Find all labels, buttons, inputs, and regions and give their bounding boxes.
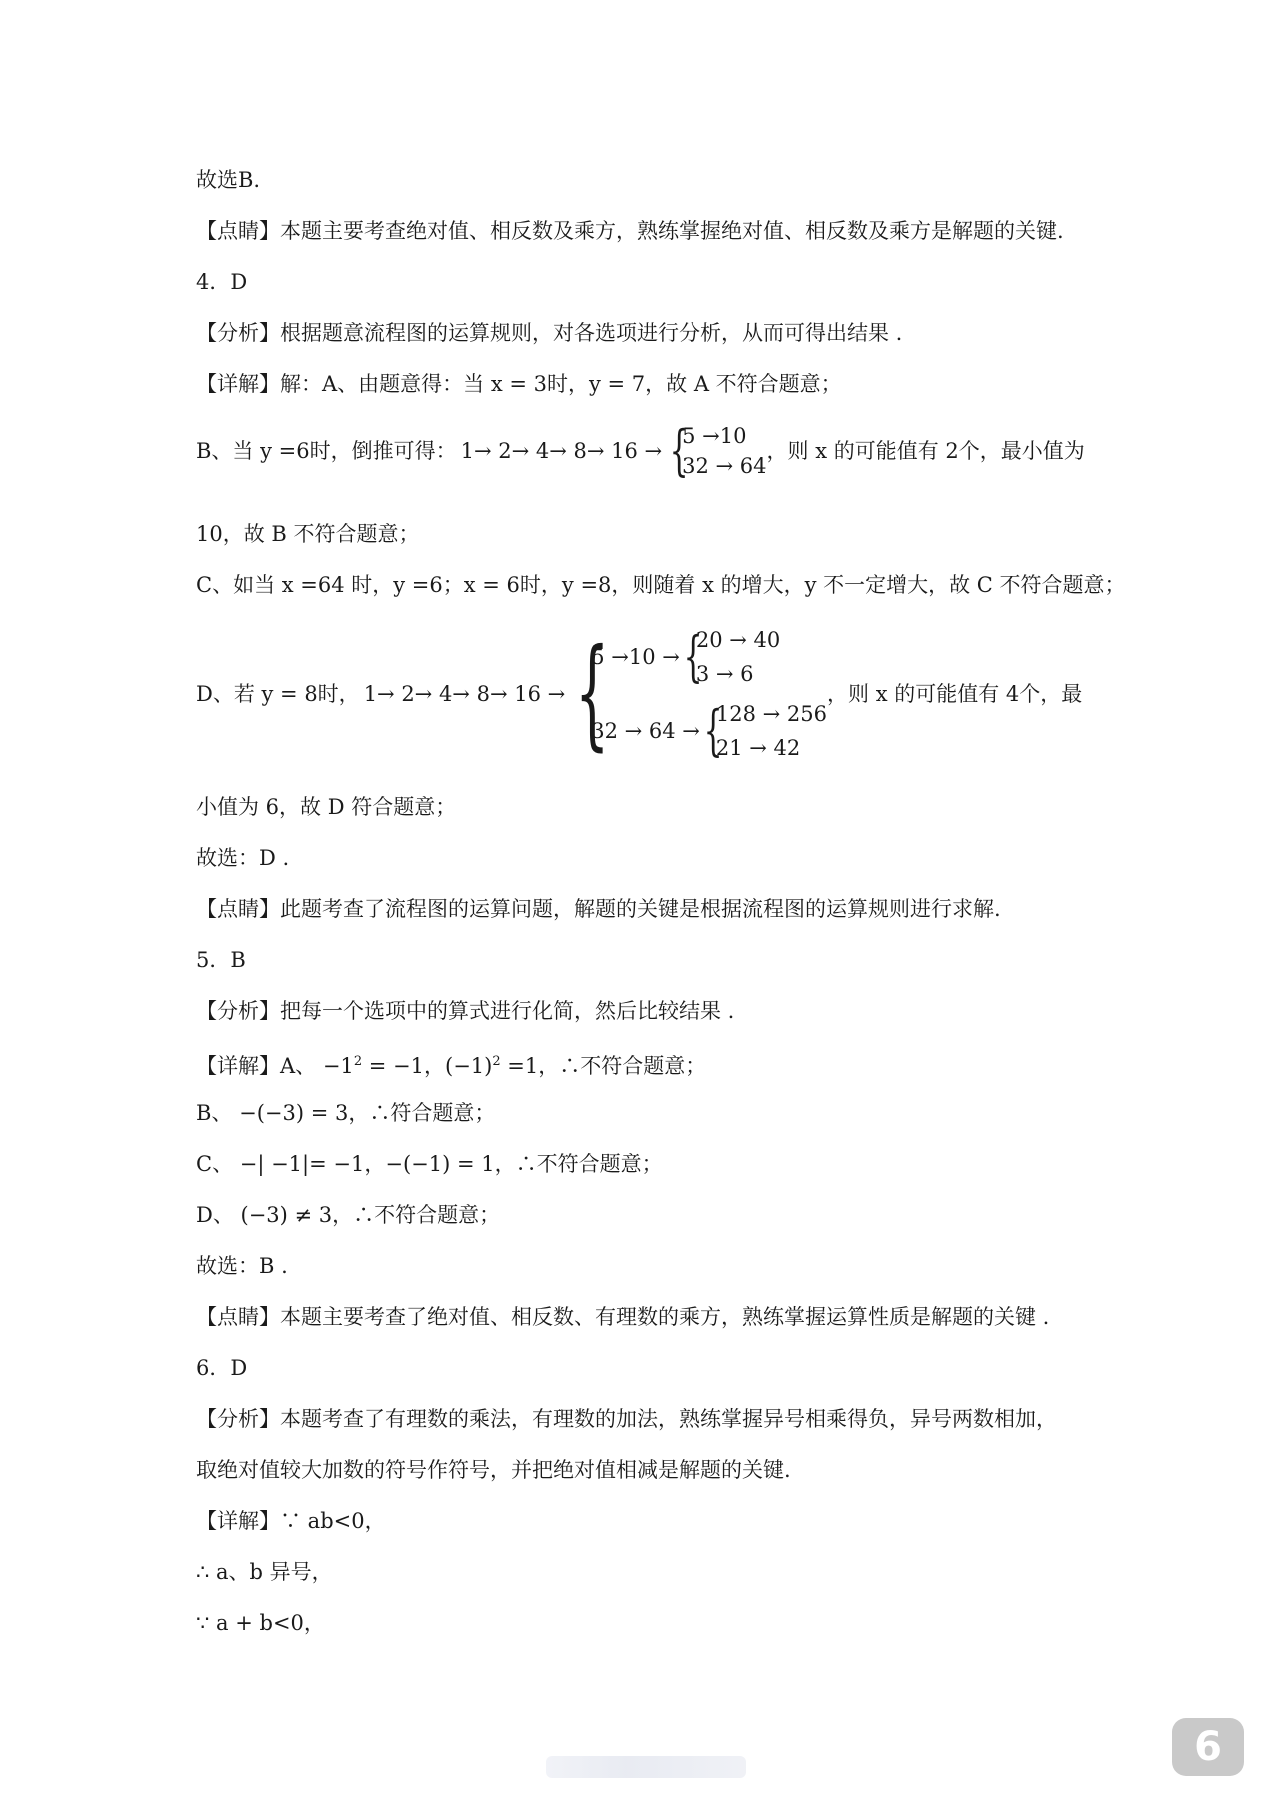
- option-b-chain: 1→ 2→ 4→ 8→ 16 →: [460, 439, 663, 463]
- detail-line: 【详解】∵ ab<0，: [196, 1509, 386, 1533]
- brace-branch-top: [591, 623, 827, 691]
- branch-b2: 21 → 42: [715, 736, 801, 760]
- left-brace-icon: {: [575, 624, 610, 763]
- comment-line: 【点睛】此题考查了流程图的运算问题，解题的关键是根据流程图的运算规则进行求解.: [196, 897, 1001, 921]
- text-line: C、 −| −1|= −1，−(−1) = 1，∴不符合题意；: [196, 1152, 663, 1176]
- branch-a2: 3 → 6: [695, 662, 754, 686]
- option-d-brace-group: [569, 623, 827, 765]
- detail-part: = −1，(−1): [362, 1054, 493, 1078]
- option-d-suffix: ，则 x 的可能值有 4个，最: [827, 682, 1083, 706]
- exponent: 2: [492, 1054, 501, 1069]
- text-line: 故选B.: [196, 168, 261, 192]
- text-line: 10，故 B 不符合题意；: [196, 522, 420, 546]
- analysis-line: 【分析】本题考查了有理数的乘法，有理数的加法，熟练掌握异号相乘得负，异号两数相加，: [196, 1407, 1057, 1431]
- brace-branch-bottom: [591, 697, 827, 765]
- option-b-brace-group: [666, 421, 766, 481]
- detail-part: 【详解】A、 −1: [196, 1054, 354, 1078]
- brace-branch-bottom: 32 → 64: [682, 454, 767, 478]
- option-c-line: C、如当 x =64 时，y =6；x = 6时，y =8，则随着 x 的增大，y 不一定增大，故 C 不符合题意；: [196, 573, 1126, 597]
- page-number-badge: 6: [1172, 1718, 1244, 1776]
- option-d-chain: 1→ 2→ 4→ 8→ 16 →: [363, 682, 566, 706]
- text-line: D、 (−3) ≠ 3，∴不符合题意；: [196, 1203, 501, 1227]
- text-line: ∴ a、b 异号，: [196, 1560, 333, 1584]
- brace-branch-top: 5 →10: [682, 424, 747, 448]
- left-brace-icon: {: [683, 625, 703, 688]
- analysis-line-cont: 取绝对值较大加数的符号作符号，并把绝对值相减是解题的关键.: [196, 1458, 791, 1482]
- branch-b-label: 32 → 64 →: [591, 719, 700, 743]
- text-line: B、 −(−3) = 3，∴符合题意；: [196, 1101, 496, 1125]
- option-b-line: [196, 420, 1085, 482]
- text-line: ∵ a + b<0，: [196, 1611, 325, 1635]
- option-b-suffix: ，则 x 的可能值有 2个，最小值为: [766, 439, 1085, 463]
- comment-line: 【点睛】本题主要考查了绝对值、相反数、有理数的乘方，熟练掌握运算性质是解题的关键 .: [196, 1305, 1050, 1329]
- detail-line: [196, 1047, 706, 1081]
- answer-number: 5．B: [196, 948, 246, 972]
- text-line: 故选：D .: [196, 846, 290, 870]
- answer-number: 4．D: [196, 270, 248, 294]
- option-b-prefix: B、当 y =6时，倒推可得：: [196, 439, 457, 463]
- analysis-line: 【分析】把每一个选项中的算式进行化简，然后比较结果 .: [196, 999, 735, 1023]
- branch-a1: 20 → 40: [695, 628, 781, 652]
- detail-part: =1，∴不符合题意；: [500, 1054, 707, 1078]
- branch-b1: 128 → 256: [715, 702, 828, 726]
- detail-line: 【详解】解：A、由题意得：当 x = 3时，y = 7，故 A 不符合题意；: [196, 372, 842, 396]
- left-brace-icon: {: [703, 699, 723, 762]
- left-brace-icon: {: [669, 419, 689, 482]
- exponent: 2: [353, 1054, 363, 1069]
- watermark: [546, 1756, 746, 1778]
- text-line: 故选：B .: [196, 1254, 288, 1278]
- option-d-line: [196, 620, 1082, 768]
- analysis-line: 【分析】根据题意流程图的运算规则，对各选项进行分析，从而可得出结果 .: [196, 321, 903, 345]
- text-line: 小值为 6，故 D 符合题意；: [196, 795, 457, 819]
- option-d-prefix: D、若 y = 8时，: [196, 682, 360, 706]
- answer-number: 6．D: [196, 1356, 248, 1380]
- comment-line: 【点睛】本题主要考查绝对值、相反数及乘方，熟练掌握绝对值、相反数及乘方是解题的关键.: [196, 219, 1064, 243]
- branch-a-label: 5 →10 →: [591, 645, 680, 669]
